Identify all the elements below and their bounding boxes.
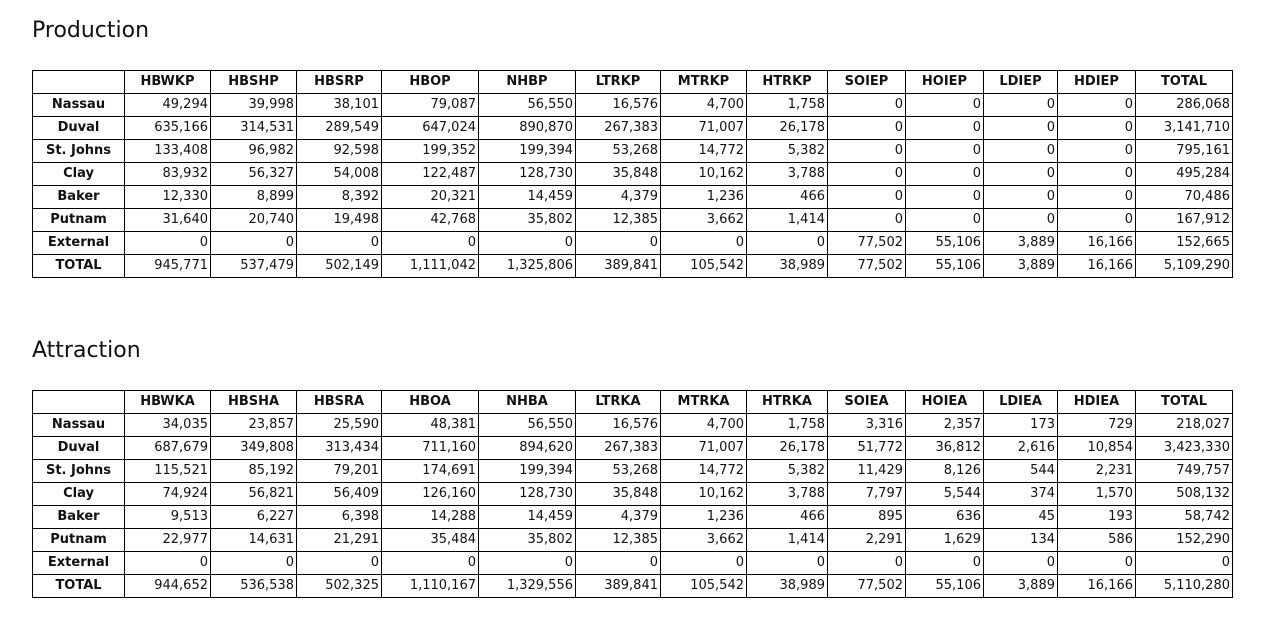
row-label: External xyxy=(33,552,125,575)
table-cell: 635,166 xyxy=(125,117,211,140)
column-header: TOTAL xyxy=(1136,71,1233,94)
table-cell: 0 xyxy=(1058,140,1136,163)
table-cell: 586 xyxy=(1058,529,1136,552)
table-cell: 1,110,167 xyxy=(382,575,479,598)
table-cell: 19,498 xyxy=(297,209,382,232)
row-label: TOTAL xyxy=(33,575,125,598)
table-cell: 20,740 xyxy=(211,209,297,232)
table-cell: 0 xyxy=(125,232,211,255)
table-cell: 0 xyxy=(906,94,984,117)
column-header: HBWKP xyxy=(125,71,211,94)
table-cell: 193 xyxy=(1058,506,1136,529)
table-cell: 56,821 xyxy=(211,483,297,506)
table-cell: 16,166 xyxy=(1058,232,1136,255)
table-cell: 389,841 xyxy=(576,575,661,598)
table-row xyxy=(33,186,1233,209)
column-header: MTRKA xyxy=(661,391,747,414)
table-row xyxy=(33,437,1233,460)
table-cell: 944,652 xyxy=(125,575,211,598)
table-cell: 508,132 xyxy=(1136,483,1233,506)
table-cell: 4,379 xyxy=(576,506,661,529)
table-cell: 122,487 xyxy=(382,163,479,186)
table-cell: 0 xyxy=(906,209,984,232)
column-header: HBWKA xyxy=(125,391,211,414)
table-cell: 133,408 xyxy=(125,140,211,163)
table-cell: 1,758 xyxy=(747,414,828,437)
table-cell: 0 xyxy=(828,209,906,232)
table-cell: 0 xyxy=(984,140,1058,163)
table-cell: 58,742 xyxy=(1136,506,1233,529)
table-cell: 890,870 xyxy=(479,117,576,140)
table-cell: 6,227 xyxy=(211,506,297,529)
column-header: LTRKP xyxy=(576,71,661,94)
row-label: Putnam xyxy=(33,529,125,552)
table-cell: 2,616 xyxy=(984,437,1058,460)
table-cell: 0 xyxy=(828,163,906,186)
table-cell: 0 xyxy=(906,552,984,575)
column-header: NHBA xyxy=(479,391,576,414)
column-header: HTRKP xyxy=(747,71,828,94)
column-header: HBSRP xyxy=(297,71,382,94)
column-header: SOIEP xyxy=(828,71,906,94)
table-cell: 199,394 xyxy=(479,460,576,483)
table-cell: 0 xyxy=(661,552,747,575)
table-cell: 35,848 xyxy=(576,483,661,506)
table-cell: 536,538 xyxy=(211,575,297,598)
table-cell: 38,989 xyxy=(747,575,828,598)
table-cell: 0 xyxy=(125,552,211,575)
column-header: HBOP xyxy=(382,71,479,94)
table-cell: 5,544 xyxy=(906,483,984,506)
corner-cell xyxy=(33,391,125,414)
table-cell: 54,008 xyxy=(297,163,382,186)
table-cell: 14,772 xyxy=(661,460,747,483)
table-cell: 10,162 xyxy=(661,483,747,506)
table-cell: 0 xyxy=(479,552,576,575)
table-cell: 74,924 xyxy=(125,483,211,506)
table-cell: 729 xyxy=(1058,414,1136,437)
column-header: NHBP xyxy=(479,71,576,94)
row-label: St. Johns xyxy=(33,140,125,163)
table-cell: 0 xyxy=(479,232,576,255)
table-cell: 466 xyxy=(747,186,828,209)
table-cell: 14,631 xyxy=(211,529,297,552)
corner-cell xyxy=(33,71,125,94)
table-cell: 152,665 xyxy=(1136,232,1233,255)
attraction-title: Attraction xyxy=(32,338,141,363)
table-cell: 5,382 xyxy=(747,460,828,483)
table-cell: 7,797 xyxy=(828,483,906,506)
table-cell: 26,178 xyxy=(747,437,828,460)
table-cell: 199,394 xyxy=(479,140,576,163)
table-row xyxy=(33,460,1233,483)
table-cell: 3,788 xyxy=(747,163,828,186)
table-cell: 12,385 xyxy=(576,209,661,232)
table-cell: 3,788 xyxy=(747,483,828,506)
table-row xyxy=(33,209,1233,232)
table-cell: 12,385 xyxy=(576,529,661,552)
table-cell: 3,316 xyxy=(828,414,906,437)
table-cell: 16,576 xyxy=(576,414,661,437)
column-header: SOIEA xyxy=(828,391,906,414)
table-cell: 0 xyxy=(906,163,984,186)
table-cell: 3,662 xyxy=(661,529,747,552)
table-row xyxy=(33,255,1233,278)
table-cell: 128,730 xyxy=(479,483,576,506)
column-header: HDIEA xyxy=(1058,391,1136,414)
table-cell: 14,459 xyxy=(479,186,576,209)
table-cell: 56,409 xyxy=(297,483,382,506)
table-cell: 647,024 xyxy=(382,117,479,140)
table-cell: 45 xyxy=(984,506,1058,529)
table-cell: 895 xyxy=(828,506,906,529)
table-cell: 495,284 xyxy=(1136,163,1233,186)
table-cell: 0 xyxy=(382,232,479,255)
table-cell: 5,382 xyxy=(747,140,828,163)
table-row xyxy=(33,506,1233,529)
table-cell: 0 xyxy=(211,232,297,255)
table-cell: 1,414 xyxy=(747,209,828,232)
table-cell: 39,998 xyxy=(211,94,297,117)
table-cell: 945,771 xyxy=(125,255,211,278)
row-label: Nassau xyxy=(33,414,125,437)
table-cell: 0 xyxy=(1058,117,1136,140)
table-cell: 35,848 xyxy=(576,163,661,186)
table-cell: 0 xyxy=(297,232,382,255)
table-cell: 0 xyxy=(1058,186,1136,209)
table-cell: 115,521 xyxy=(125,460,211,483)
table-cell: 466 xyxy=(747,506,828,529)
table-cell: 53,268 xyxy=(576,140,661,163)
table-cell: 374 xyxy=(984,483,1058,506)
table-cell: 313,434 xyxy=(297,437,382,460)
table-cell: 3,662 xyxy=(661,209,747,232)
row-label: Baker xyxy=(33,506,125,529)
table-cell: 0 xyxy=(747,552,828,575)
table-cell: 55,106 xyxy=(906,232,984,255)
table-cell: 0 xyxy=(1136,552,1233,575)
table-cell: 0 xyxy=(1058,552,1136,575)
table-cell: 25,590 xyxy=(297,414,382,437)
table-cell: 0 xyxy=(828,186,906,209)
header-row xyxy=(33,391,1233,414)
production-title: Production xyxy=(32,18,150,43)
table-cell: 79,087 xyxy=(382,94,479,117)
table-cell: 2,357 xyxy=(906,414,984,437)
table-cell: 795,161 xyxy=(1136,140,1233,163)
table-cell: 14,772 xyxy=(661,140,747,163)
table-cell: 11,429 xyxy=(828,460,906,483)
table-cell: 56,550 xyxy=(479,94,576,117)
table-cell: 83,932 xyxy=(125,163,211,186)
table-cell: 2,231 xyxy=(1058,460,1136,483)
table-cell: 0 xyxy=(984,209,1058,232)
table-cell: 502,325 xyxy=(297,575,382,598)
table-cell: 42,768 xyxy=(382,209,479,232)
table-cell: 1,414 xyxy=(747,529,828,552)
table-cell: 174,691 xyxy=(382,460,479,483)
table-cell: 0 xyxy=(576,552,661,575)
table-cell: 38,989 xyxy=(747,255,828,278)
table-cell: 16,166 xyxy=(1058,255,1136,278)
table-cell: 35,802 xyxy=(479,529,576,552)
table-cell: 1,629 xyxy=(906,529,984,552)
table-cell: 14,288 xyxy=(382,506,479,529)
table-cell: 711,160 xyxy=(382,437,479,460)
column-header: HBSRA xyxy=(297,391,382,414)
table-cell: 10,854 xyxy=(1058,437,1136,460)
table-cell: 53,268 xyxy=(576,460,661,483)
table-cell: 51,772 xyxy=(828,437,906,460)
table-row xyxy=(33,140,1233,163)
table-cell: 3,889 xyxy=(984,575,1058,598)
table-cell: 0 xyxy=(576,232,661,255)
table-cell: 5,109,290 xyxy=(1136,255,1233,278)
table-cell: 0 xyxy=(828,94,906,117)
column-header: TOTAL xyxy=(1136,391,1233,414)
table-cell: 77,502 xyxy=(828,255,906,278)
attraction-table xyxy=(32,390,1233,598)
table-cell: 12,330 xyxy=(125,186,211,209)
table-cell: 56,550 xyxy=(479,414,576,437)
table-cell: 0 xyxy=(906,140,984,163)
row-label: Clay xyxy=(33,483,125,506)
table-cell: 0 xyxy=(747,232,828,255)
table-cell: 0 xyxy=(984,94,1058,117)
table-cell: 0 xyxy=(984,186,1058,209)
table-cell: 79,201 xyxy=(297,460,382,483)
table-cell: 3,889 xyxy=(984,255,1058,278)
table-cell: 3,889 xyxy=(984,232,1058,255)
table-cell: 48,381 xyxy=(382,414,479,437)
table-row xyxy=(33,232,1233,255)
table-cell: 35,484 xyxy=(382,529,479,552)
table-cell: 85,192 xyxy=(211,460,297,483)
table-cell: 0 xyxy=(906,117,984,140)
table-cell: 134 xyxy=(984,529,1058,552)
row-label: Baker xyxy=(33,186,125,209)
table-cell: 1,111,042 xyxy=(382,255,479,278)
table-cell: 16,576 xyxy=(576,94,661,117)
table-cell: 14,459 xyxy=(479,506,576,529)
table-cell: 49,294 xyxy=(125,94,211,117)
column-header: HOIEP xyxy=(906,71,984,94)
row-label: Duval xyxy=(33,117,125,140)
table-cell: 0 xyxy=(661,232,747,255)
table-row xyxy=(33,483,1233,506)
table-row xyxy=(33,94,1233,117)
table-cell: 267,383 xyxy=(576,117,661,140)
table-cell: 38,101 xyxy=(297,94,382,117)
table-cell: 267,383 xyxy=(576,437,661,460)
column-header: HDIEP xyxy=(1058,71,1136,94)
table-cell: 199,352 xyxy=(382,140,479,163)
table-cell: 0 xyxy=(828,140,906,163)
table-cell: 687,679 xyxy=(125,437,211,460)
table-cell: 289,549 xyxy=(297,117,382,140)
table-cell: 77,502 xyxy=(828,232,906,255)
table-row xyxy=(33,117,1233,140)
column-header: LDIEA xyxy=(984,391,1058,414)
table-cell: 0 xyxy=(828,552,906,575)
table-cell: 105,542 xyxy=(661,255,747,278)
table-cell: 34,035 xyxy=(125,414,211,437)
row-label: Duval xyxy=(33,437,125,460)
table-cell: 3,141,710 xyxy=(1136,117,1233,140)
table-cell: 71,007 xyxy=(661,117,747,140)
column-header: HTRKA xyxy=(747,391,828,414)
row-label: External xyxy=(33,232,125,255)
table-cell: 26,178 xyxy=(747,117,828,140)
table-cell: 3,423,330 xyxy=(1136,437,1233,460)
table-cell: 92,598 xyxy=(297,140,382,163)
table-cell: 71,007 xyxy=(661,437,747,460)
column-header: HBSHA xyxy=(211,391,297,414)
table-cell: 0 xyxy=(984,552,1058,575)
table-cell: 56,327 xyxy=(211,163,297,186)
table-cell: 749,757 xyxy=(1136,460,1233,483)
table-cell: 0 xyxy=(297,552,382,575)
table-cell: 0 xyxy=(984,117,1058,140)
row-label: Nassau xyxy=(33,94,125,117)
table-row xyxy=(33,414,1233,437)
table-cell: 55,106 xyxy=(906,575,984,598)
table-cell: 31,640 xyxy=(125,209,211,232)
table-cell: 636 xyxy=(906,506,984,529)
table-row xyxy=(33,575,1233,598)
table-cell: 0 xyxy=(984,163,1058,186)
table-cell: 218,027 xyxy=(1136,414,1233,437)
table-cell: 105,542 xyxy=(661,575,747,598)
table-cell: 1,329,556 xyxy=(479,575,576,598)
table-cell: 77,502 xyxy=(828,575,906,598)
table-cell: 8,392 xyxy=(297,186,382,209)
table-cell: 0 xyxy=(382,552,479,575)
table-cell: 96,982 xyxy=(211,140,297,163)
table-cell: 537,479 xyxy=(211,255,297,278)
table-row xyxy=(33,529,1233,552)
table-cell: 349,808 xyxy=(211,437,297,460)
table-cell: 20,321 xyxy=(382,186,479,209)
table-cell: 55,106 xyxy=(906,255,984,278)
table-cell: 152,290 xyxy=(1136,529,1233,552)
table-cell: 1,325,806 xyxy=(479,255,576,278)
table-cell: 6,398 xyxy=(297,506,382,529)
table-cell: 1,758 xyxy=(747,94,828,117)
production-table xyxy=(32,70,1233,278)
table-cell: 9,513 xyxy=(125,506,211,529)
table-cell: 544 xyxy=(984,460,1058,483)
table-cell: 173 xyxy=(984,414,1058,437)
column-header: MTRKP xyxy=(661,71,747,94)
table-cell: 16,166 xyxy=(1058,575,1136,598)
table-cell: 21,291 xyxy=(297,529,382,552)
table-cell: 36,812 xyxy=(906,437,984,460)
table-cell: 4,700 xyxy=(661,414,747,437)
table-cell: 2,291 xyxy=(828,529,906,552)
table-cell: 894,620 xyxy=(479,437,576,460)
table-cell: 5,110,280 xyxy=(1136,575,1233,598)
table-cell: 0 xyxy=(1058,209,1136,232)
table-cell: 4,700 xyxy=(661,94,747,117)
table-cell: 502,149 xyxy=(297,255,382,278)
table-cell: 0 xyxy=(1058,94,1136,117)
table-cell: 10,162 xyxy=(661,163,747,186)
row-label: Putnam xyxy=(33,209,125,232)
table-cell: 0 xyxy=(211,552,297,575)
table-cell: 0 xyxy=(1058,163,1136,186)
header-row xyxy=(33,71,1233,94)
row-label: Clay xyxy=(33,163,125,186)
table-row xyxy=(33,552,1233,575)
table-cell: 0 xyxy=(828,117,906,140)
column-header: HOIEA xyxy=(906,391,984,414)
table-cell: 286,068 xyxy=(1136,94,1233,117)
table-cell: 128,730 xyxy=(479,163,576,186)
column-header: LTRKA xyxy=(576,391,661,414)
table-cell: 70,486 xyxy=(1136,186,1233,209)
column-header: HBSHP xyxy=(211,71,297,94)
table-cell: 23,857 xyxy=(211,414,297,437)
row-label: TOTAL xyxy=(33,255,125,278)
column-header: LDIEP xyxy=(984,71,1058,94)
table-cell: 22,977 xyxy=(125,529,211,552)
table-cell: 1,236 xyxy=(661,506,747,529)
table-cell: 35,802 xyxy=(479,209,576,232)
table-row xyxy=(33,163,1233,186)
table-cell: 126,160 xyxy=(382,483,479,506)
table-cell: 167,912 xyxy=(1136,209,1233,232)
table-cell: 8,899 xyxy=(211,186,297,209)
column-header: HBOA xyxy=(382,391,479,414)
table-cell: 4,379 xyxy=(576,186,661,209)
table-cell: 1,570 xyxy=(1058,483,1136,506)
table-cell: 0 xyxy=(906,186,984,209)
table-cell: 314,531 xyxy=(211,117,297,140)
table-cell: 1,236 xyxy=(661,186,747,209)
table-cell: 389,841 xyxy=(576,255,661,278)
table-cell: 8,126 xyxy=(906,460,984,483)
row-label: St. Johns xyxy=(33,460,125,483)
